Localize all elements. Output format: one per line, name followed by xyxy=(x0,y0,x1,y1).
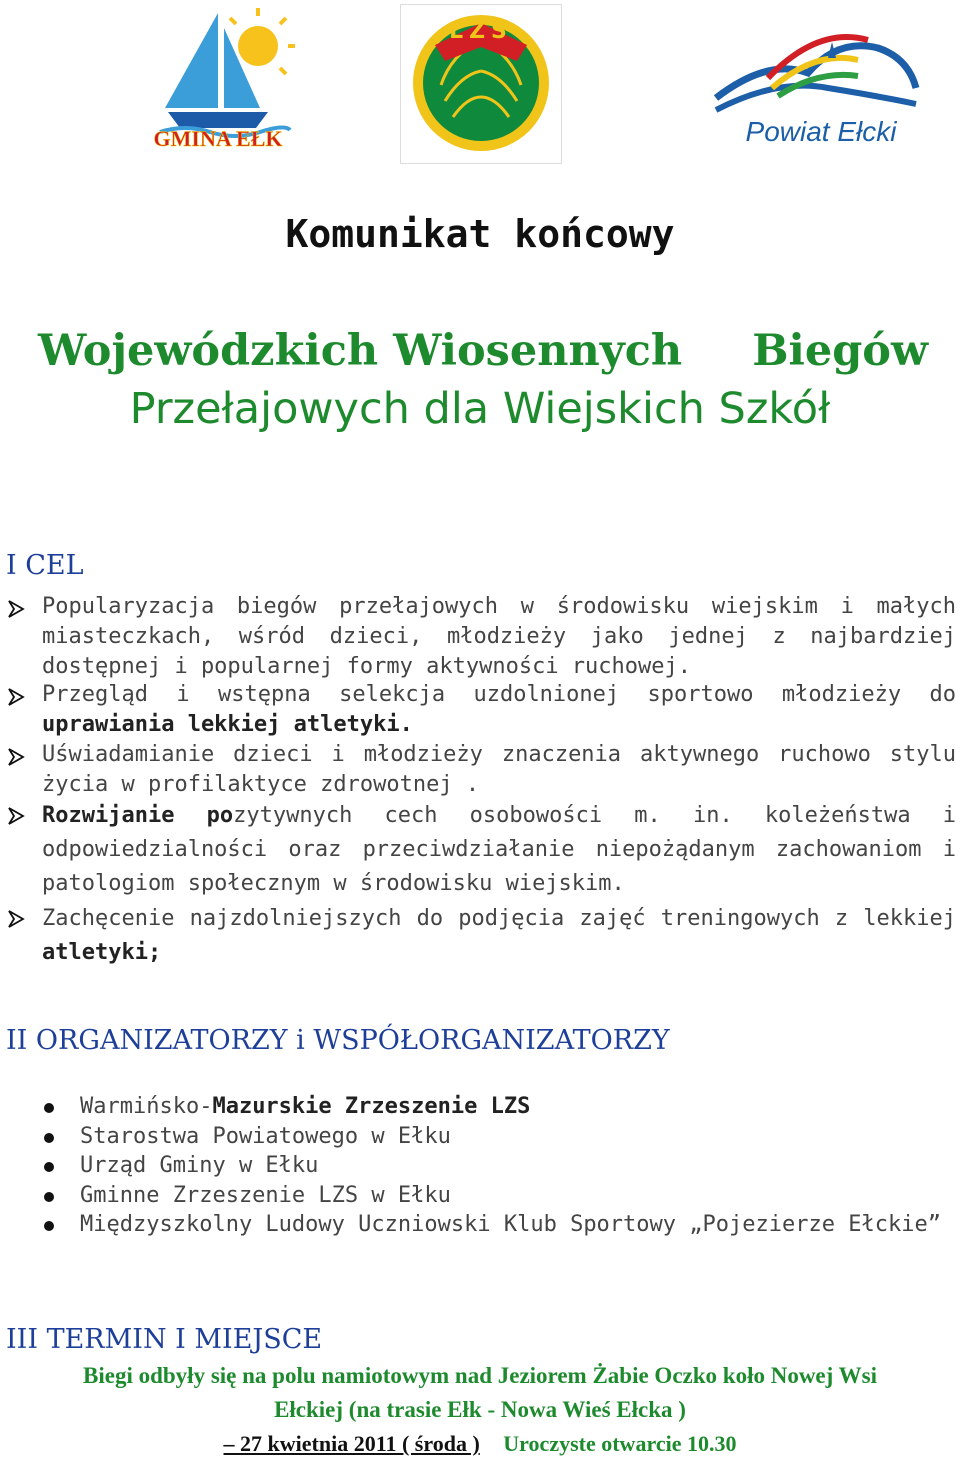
organizer-item-text: Starostwa Powiatowego w Ełku xyxy=(80,1123,451,1149)
organizer-item-text: Urząd Gminy w Ełku xyxy=(80,1153,319,1178)
powiat-elcki-logo xyxy=(708,18,923,158)
cel-item-4-text: zytywnych cech osobowości m. in. koleżeństwa i odpowiedzialności oraz przeciwdziałanie niepożądanym zachowaniom i patologiom społecznym w środowisku wiejskim. xyxy=(42,803,957,896)
date-line xyxy=(0,1431,960,1457)
page-title: Komunikat końcowy xyxy=(285,212,675,256)
organizer-item xyxy=(44,1181,941,1211)
cel-item-5-bold: atletyki; xyxy=(42,940,162,965)
cel-item-5-text: Zachęcenie najzdolniejszych do podjęcia zajęć treningowych z lekkiej xyxy=(42,906,956,931)
cel-item-5 xyxy=(42,902,956,970)
event-date: – 27 kwietnia 2011 ( środa ) xyxy=(223,1431,480,1456)
cel-item-2 xyxy=(42,680,956,740)
arrow-bullet-icon xyxy=(6,687,26,707)
heading-line-1-b: Biegów xyxy=(752,326,928,376)
organizers-list xyxy=(44,1092,941,1240)
heading-line-1-a: Wojewódzkich Wiosennych xyxy=(38,326,683,376)
arrow-bullet-icon xyxy=(6,747,26,767)
organizer-item xyxy=(44,1092,941,1122)
section-organizers-title: II ORGANIZATORZY i WSPÓŁORGANIZATORZY xyxy=(6,1025,670,1056)
cel-item-2-bold: uprawiania lekkiej atletyki. xyxy=(42,712,413,737)
organizer-item-text: Gminne Zrzeszenie LZS w Ełku xyxy=(80,1182,451,1208)
place-line-2: Ełckiej (na trasie Ełk - Nowa Wieś Ełcka ) xyxy=(274,1397,686,1422)
bullet-dot-icon xyxy=(44,1192,54,1202)
heading-line-2: Przełajowych dla Wiejskich Szkół xyxy=(129,384,831,434)
powiat-elcki-logo-text: Powiat Ełcki xyxy=(745,116,897,147)
organizer-item xyxy=(44,1151,941,1181)
lzs-logo-text: LZS xyxy=(449,19,513,44)
organizer-item xyxy=(44,1210,941,1240)
opening-time: Uroczyste otwarcie 10.30 xyxy=(503,1431,737,1456)
gmina-elk-logo xyxy=(140,8,295,158)
bullet-dot-icon xyxy=(44,1221,54,1231)
cel-item-4 xyxy=(42,799,956,901)
organizer-item-text: Warmińsko- xyxy=(80,1094,213,1119)
cel-item-1: Popularyzacja biegów przełajowych w środowisku wiejskim i małych miasteczkach, wśród dzieci, młodzieży jako jednej z najbardziej dostępnej i popularnej formy aktywności ruchowej. xyxy=(42,594,956,679)
cel-item-2-text: Przegląd i wstępna selekcja uzdolnionej sportowo młodzieży do xyxy=(42,682,956,707)
cel-item-3: Uświadamianie dzieci i młodzieży znaczenia aktywnego ruchowo stylu życia w profilaktyce zdrowotnej . xyxy=(42,742,956,797)
heading-line-1 xyxy=(38,326,928,376)
landscape-icon xyxy=(708,18,923,118)
arrow-bullet-icon xyxy=(6,806,26,826)
cel-item-4-bold-a: Rozwijanie xyxy=(42,803,175,828)
section-cel-title: I CEL xyxy=(6,550,84,581)
bullet-dot-icon xyxy=(44,1162,54,1172)
place-line-1: Biegi odbyły się na polu namiotowym nad Jeziorem Żabie Oczko koło Nowej Wsi xyxy=(83,1363,877,1388)
gmina-elk-logo-text: GMINA EŁK xyxy=(153,126,283,151)
organizer-item xyxy=(44,1122,941,1152)
lzs-logo xyxy=(400,4,562,164)
organizer-item-bold: Mazurskie Zrzeszenie LZS xyxy=(212,1094,531,1119)
cel-item-4-bold-b: po xyxy=(206,803,234,828)
bullet-dot-icon xyxy=(44,1133,54,1143)
bullet-dot-icon xyxy=(44,1103,54,1113)
arrow-bullet-icon xyxy=(6,599,26,619)
section-date-place-title: III TERMIN I MIEJSCE xyxy=(6,1324,323,1355)
organizer-item-text: Międzyszkolny Ludowy Uczniowski Klub Sportowy „Pojezierze Ełckie” xyxy=(80,1212,941,1237)
arrow-bullet-icon xyxy=(6,909,26,929)
